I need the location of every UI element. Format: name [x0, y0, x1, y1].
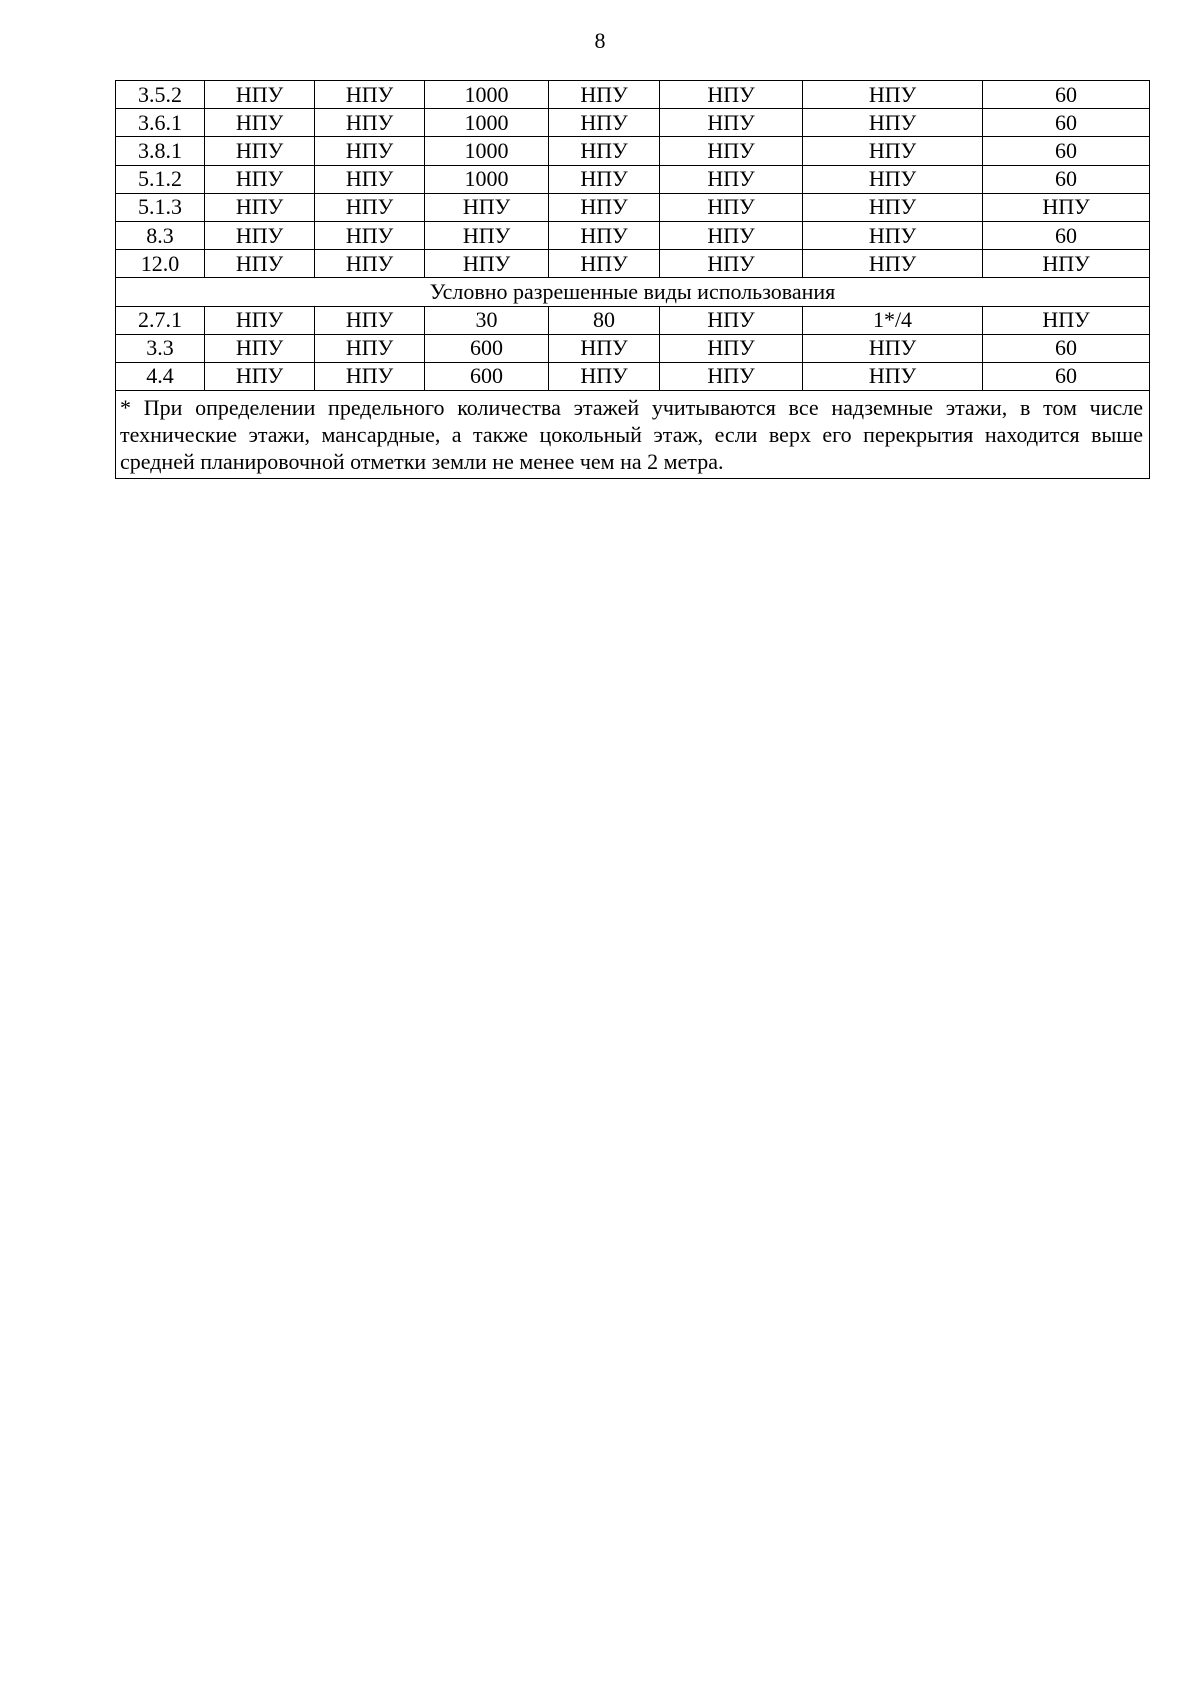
table-row: [116, 81, 1150, 109]
table-cell: НПУ: [803, 137, 983, 165]
table-cell: НПУ: [803, 193, 983, 221]
table-cell: НПУ: [315, 306, 425, 334]
table-cell: НПУ: [660, 165, 803, 193]
table-cell: НПУ: [549, 109, 660, 137]
table-cell: 1000: [425, 165, 549, 193]
code-cell: 3.8.1: [116, 137, 205, 165]
section-header: Условно разрешенные виды использования: [116, 278, 1150, 306]
table-cell: НПУ: [803, 165, 983, 193]
table-cell: НПУ: [315, 193, 425, 221]
table-cell: 60: [983, 81, 1150, 109]
table-cell: НПУ: [425, 193, 549, 221]
footnote-row: [116, 391, 1150, 479]
table-cell: НПУ: [315, 250, 425, 278]
code-cell: 8.3: [116, 221, 205, 249]
parameters-table: [115, 80, 1150, 479]
table-cell: НПУ: [549, 137, 660, 165]
table-cell: НПУ: [315, 334, 425, 362]
table-cell: НПУ: [315, 165, 425, 193]
table-cell: НПУ: [803, 362, 983, 390]
table-cell: 30: [425, 306, 549, 334]
table-row: [116, 334, 1150, 362]
table-cell: НПУ: [549, 193, 660, 221]
table-cell: НПУ: [205, 137, 315, 165]
table-cell: НПУ: [549, 221, 660, 249]
table-cell: НПУ: [315, 221, 425, 249]
table-cell: НПУ: [660, 306, 803, 334]
table-cell: 1*/4: [803, 306, 983, 334]
table-cell: 1000: [425, 81, 549, 109]
table-cell: НПУ: [803, 221, 983, 249]
table-cell: 60: [983, 362, 1150, 390]
table-row: [116, 193, 1150, 221]
code-cell: 3.3: [116, 334, 205, 362]
footnote-text: * При определении предельного количества этажей учитываются все надземные этажи, в том числе технические этажи, мансардные, а также цокольный этаж, если верх его перекрытия находится выше средней планировочной отметки земли не менее чем на 2 метра.: [116, 391, 1150, 479]
table-cell: НПУ: [205, 362, 315, 390]
table-cell: НПУ: [549, 334, 660, 362]
table-cell: НПУ: [315, 137, 425, 165]
table-cell: НПУ: [660, 81, 803, 109]
table-cell: 600: [425, 334, 549, 362]
table-cell: НПУ: [803, 109, 983, 137]
table-cell: НПУ: [983, 250, 1150, 278]
table-footnote: [116, 391, 1150, 479]
table-cell: НПУ: [205, 109, 315, 137]
table-cell: НПУ: [549, 165, 660, 193]
table-row: [116, 137, 1150, 165]
table-cell: НПУ: [205, 221, 315, 249]
code-cell: 5.1.2: [116, 165, 205, 193]
table-cell: 60: [983, 109, 1150, 137]
table-cell: НПУ: [803, 250, 983, 278]
table-cell: НПУ: [549, 250, 660, 278]
table-cell: НПУ: [315, 81, 425, 109]
table-cell: НПУ: [660, 109, 803, 137]
table-section: [116, 278, 1150, 306]
table-cell: НПУ: [315, 109, 425, 137]
table-row: [116, 221, 1150, 249]
table-cell: НПУ: [205, 165, 315, 193]
table-cell: НПУ: [660, 193, 803, 221]
table-cell: НПУ: [660, 250, 803, 278]
table-cell: НПУ: [205, 306, 315, 334]
table-cell: НПУ: [983, 306, 1150, 334]
table-cell: НПУ: [315, 362, 425, 390]
table-cell: НПУ: [803, 334, 983, 362]
table-cell: НПУ: [549, 362, 660, 390]
table-cell: НПУ: [205, 334, 315, 362]
section-header-row: [116, 278, 1150, 306]
table-cell: 60: [983, 221, 1150, 249]
table-cell: НПУ: [205, 81, 315, 109]
table-cell: НПУ: [803, 81, 983, 109]
table-cell: 600: [425, 362, 549, 390]
code-cell: 3.6.1: [116, 109, 205, 137]
table-cell: 80: [549, 306, 660, 334]
table-row: [116, 109, 1150, 137]
code-cell: 12.0: [116, 250, 205, 278]
table-body-top: [116, 81, 1150, 278]
table-row: [116, 165, 1150, 193]
table-row: [116, 250, 1150, 278]
table-row: [116, 306, 1150, 334]
code-cell: 5.1.3: [116, 193, 205, 221]
table-cell: НПУ: [549, 81, 660, 109]
page-number: 8: [594, 28, 606, 53]
table-cell: НПУ: [425, 221, 549, 249]
table-cell: 1000: [425, 109, 549, 137]
code-cell: 3.5.2: [116, 81, 205, 109]
table-cell: 1000: [425, 137, 549, 165]
table-cell: НПУ: [660, 362, 803, 390]
table-cell: НПУ: [660, 334, 803, 362]
table-cell: 60: [983, 165, 1150, 193]
code-cell: 2.7.1: [116, 306, 205, 334]
table-cell: НПУ: [205, 193, 315, 221]
table-row: [116, 362, 1150, 390]
table-cell: 60: [983, 137, 1150, 165]
table-body-bottom: [116, 306, 1150, 391]
code-cell: 4.4: [116, 362, 205, 390]
table-cell: НПУ: [205, 250, 315, 278]
table-cell: НПУ: [983, 193, 1150, 221]
table-cell: НПУ: [425, 250, 549, 278]
table-cell: НПУ: [660, 221, 803, 249]
table-cell: 60: [983, 334, 1150, 362]
table-cell: НПУ: [660, 137, 803, 165]
